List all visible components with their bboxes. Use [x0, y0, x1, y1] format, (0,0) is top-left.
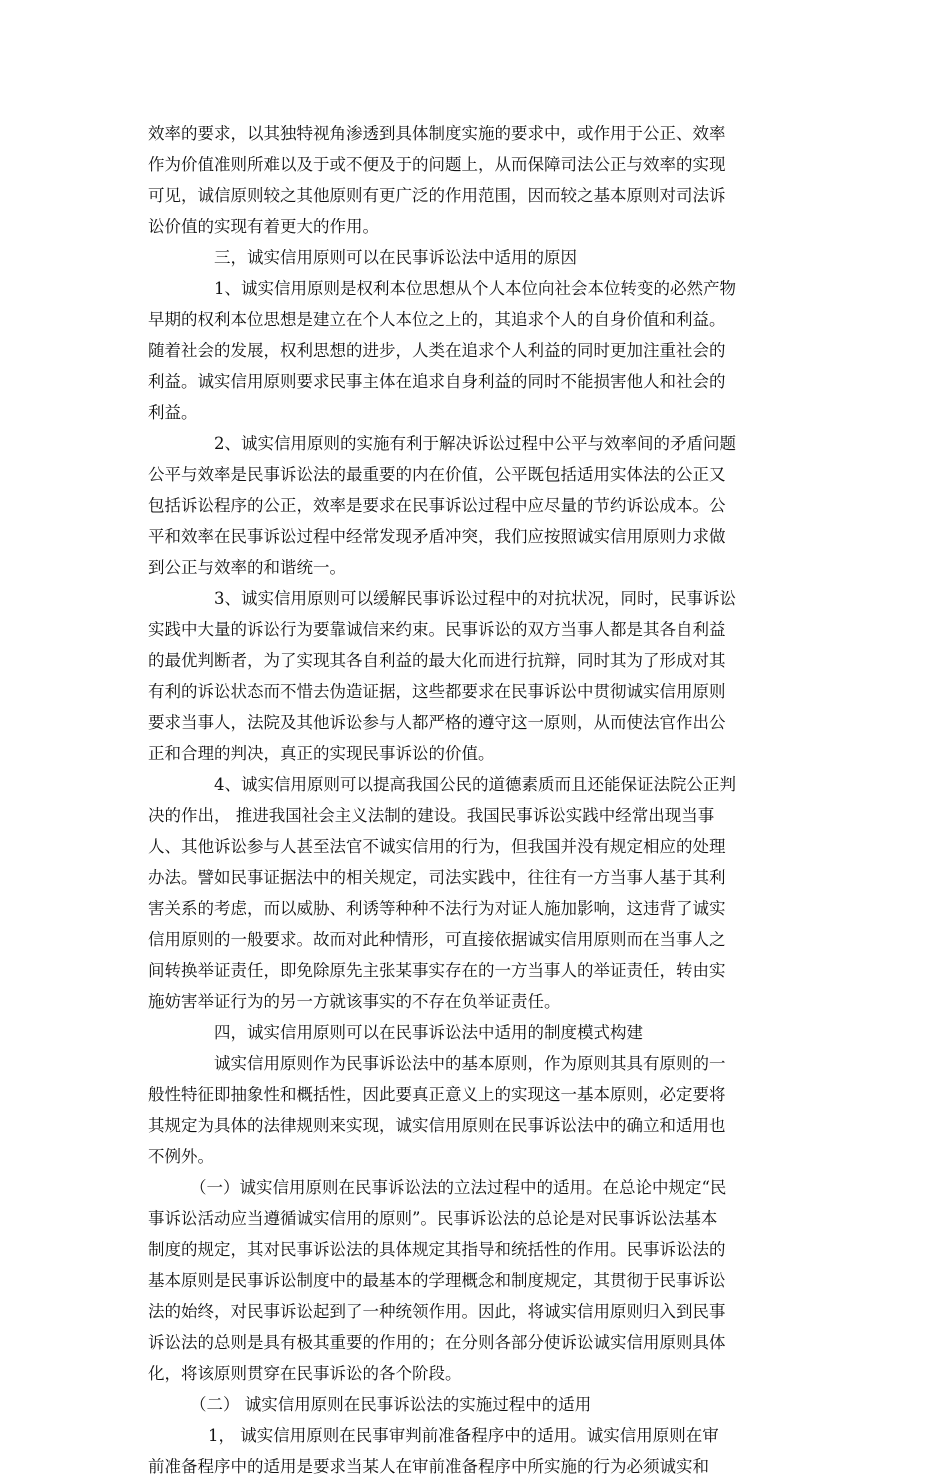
- text-line: 正和合理的判决，真正的实现民事诉讼的价值。: [148, 744, 495, 763]
- text-line: 早期的权利本位思想是建立在个人本位之上的，其追求个人的自身价值和利益。: [148, 310, 726, 329]
- text-line: 法的始终，对民事诉讼起到了一种统领作用。因此，将诚实信用原则归入到民事: [148, 1302, 726, 1321]
- text-line: 利益。: [148, 403, 198, 422]
- text-line: 害关系的考虑，而以威胁、利诱等种种不法行为对证人施加影响，这违背了诚实: [148, 899, 726, 918]
- text-line: 人、其他诉讼参与人甚至法官不诚实信用的行为，但我国并没有规定相应的处理: [148, 837, 726, 856]
- text-line: 实践中大量的诉讼行为要靠诚信来约束。民事诉讼的双方当事人都是其各自利益: [148, 620, 726, 639]
- text-line: 1， 诚实信用原则在民事审判前准备程序中的适用。诚实信用原则在审: [208, 1426, 719, 1445]
- text-line: 利益。诚实信用原则要求民事主体在追求自身利益的同时不能损害他人和社会的: [148, 372, 726, 391]
- text-line: 1、诚实信用原则是权利本位思想从个人本位向社会本位转变的必然产物: [214, 279, 736, 298]
- text-line: 随着社会的发展，权利思想的进步，人类在追求个人利益的同时更加注重社会的: [148, 341, 726, 360]
- text-line: （二） 诚实信用原则在民事诉讼法的实施过程中的适用: [190, 1395, 592, 1414]
- text-line: 的最优判断者，为了实现其各自利益的最大化而进行抗辩，同时其为了形成对其: [148, 651, 726, 670]
- text-line: 包括诉讼程序的公正，效率是要求在民事诉讼过程中应尽量的节约诉讼成本。公: [148, 496, 726, 515]
- text-line: 诉讼法的总则是具有极其重要的作用的；在分则各部分使诉讼诚实信用原则具体: [148, 1333, 726, 1352]
- text-line: 作为价值准则所难以及于或不便及于的问题上，从而保障司法公正与效率的实现: [148, 155, 726, 174]
- text-line: 有利的诉讼状态而不惜去伪造证据，这些都要求在民事诉讼中贯彻诚实信用原则: [148, 682, 726, 701]
- text-line: 不例外。: [148, 1147, 214, 1166]
- text-line: 前准备程序中的适用是要求当某人在审前准备程序中所实施的行为必须诚实和: [148, 1457, 709, 1476]
- text-line: 制度的规定，其对民事诉讼法的具体规定其指导和统括性的作用。民事诉讼法的: [148, 1240, 726, 1259]
- text-line: 事诉讼活动应当遵循诚实信用的原则”。民事诉讼法的总论是对民事诉讼法基本: [148, 1209, 718, 1228]
- text-line: 4、诚实信用原则可以提高我国公民的道德素质而且还能保证法院公正判: [214, 775, 736, 794]
- text-line: 般性特征即抽象性和概括性，因此要真正意义上的实现这一基本原则，必定要将: [148, 1085, 726, 1104]
- text-line: 2、诚实信用原则的实施有利于解决诉讼过程中公平与效率间的矛盾问题: [214, 434, 736, 453]
- text-line: 其规定为具体的法律规则来实现，诚实信用原则在民事诉讼法中的确立和适用也: [148, 1116, 726, 1135]
- text-line: 效率的要求，以其独特视角渗透到具体制度实施的要求中，或作用于公正、效率: [148, 124, 726, 143]
- document-body: [148, 118, 808, 1482]
- text-line: （一）诚实信用原则在民事诉讼法的立法过程中的适用。在总论中规定“民: [190, 1178, 727, 1197]
- text-line: 可见，诚信原则较之其他原则有更广泛的作用范围，因而较之基本原则对司法诉: [148, 186, 726, 205]
- text-line: 四，诚实信用原则可以在民事诉讼法中适用的制度模式构建: [214, 1023, 643, 1042]
- text-line: 办法。譬如民事证据法中的相关规定，司法实践中，往往有一方当事人基于其利: [148, 868, 726, 887]
- text-line: 到公正与效率的和谐统一。: [148, 558, 346, 577]
- text-line: 三，诚实信用原则可以在民事诉讼法中适用的原因: [214, 248, 577, 267]
- text-line: 3、诚实信用原则可以缓解民事诉讼过程中的对抗状况，同时，民事诉讼: [214, 589, 736, 608]
- text-line: 诚实信用原则作为民事诉讼法中的基本原则，作为原则其具有原则的一: [214, 1054, 726, 1073]
- text-line: 公平与效率是民事诉讼法的最重要的内在价值，公平既包括适用实体法的公正又: [148, 465, 726, 484]
- text-line: 施妨害举证行为的另一方就该事实的不存在负举证责任。: [148, 992, 561, 1011]
- text-line: 要求当事人，法院及其他诉讼参与人都严格的遵守这一原则，从而使法官作出公: [148, 713, 726, 732]
- text-line: 基本原则是民事诉讼制度中的最基本的学理概念和制度规定，其贯彻于民事诉讼: [148, 1271, 726, 1290]
- text-line: 化，将该原则贯穿在民事诉讼的各个阶段。: [148, 1364, 462, 1383]
- text-line: 决的作出， 推进我国社会主义法制的建设。我国民事诉讼实践中经常出现当事: [148, 806, 715, 825]
- text-line: 信用原则的一般要求。故而对此种情形，可直接依据诚实信用原则而在当事人之: [148, 930, 726, 949]
- text-line: 间转换举证责任，即免除原先主张某事实存在的一方当事人的举证责任，转由实: [148, 961, 726, 980]
- text-line: 讼价值的实现有着更大的作用。: [148, 217, 379, 236]
- text-line: 平和效率在民事诉讼过程中经常发现矛盾冲突，我们应按照诚实信用原则力求做: [148, 527, 726, 546]
